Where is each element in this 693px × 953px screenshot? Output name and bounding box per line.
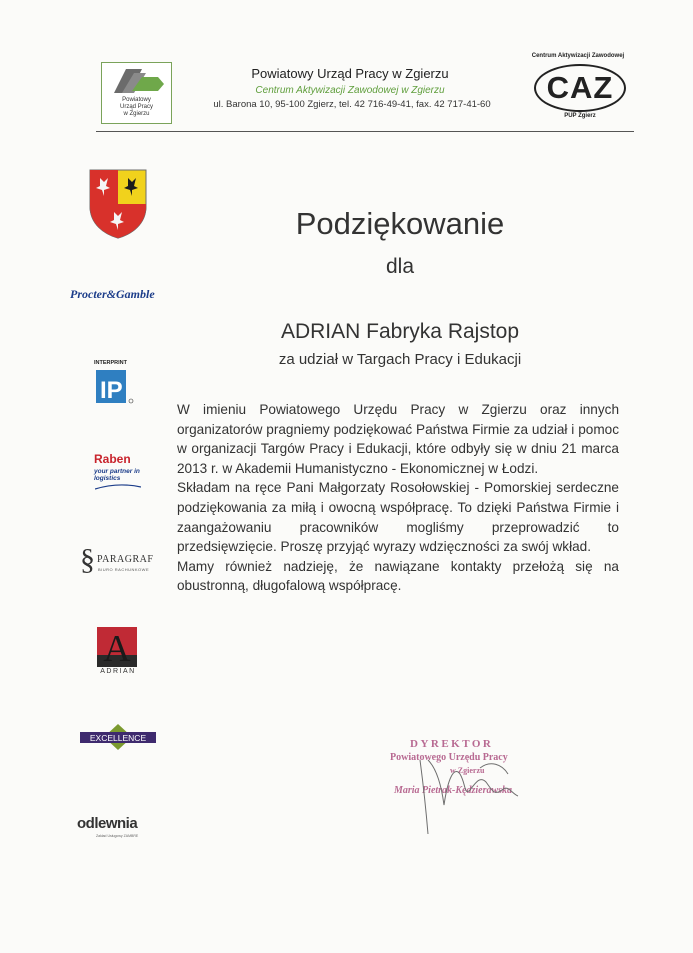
stamp-city: w Zgierzu: [450, 766, 485, 775]
letter-recipient: ADRIAN Fabryka Rajstop: [280, 320, 520, 343]
stamp-name: Maria Pietrak-Kędzierawska: [394, 785, 513, 796]
paragraf-sign-icon: §: [80, 543, 95, 576]
body-paragraph: Składam na ręce Pani Małgorzaty Rosołowskiej - Pomorskiej serdeczne podziękowania za miłą i owocną współpracę. To dzięki Państwa Firmie i zaangażowaniu pracowników mogliśmy przeprowadzić to przedsięwzięcie. Proszę przyjąć wyrazy wdzięczności za swój wkład.: [177, 480, 619, 555]
adrian-logo-mark: A: [103, 628, 131, 667]
raben-logo: Raben: [94, 452, 131, 466]
paragraf-logo: PARAGRAF: [97, 554, 154, 565]
header-divider: [96, 131, 634, 132]
office-name: Powiatowy Urząd Pracy w Zgierzu: [251, 66, 449, 81]
letter-reason: za udział w Targach Pracy i Edukacji: [278, 351, 522, 368]
pup-logo-caption: Powiatowy Urząd Pracy w Zgierzu: [119, 97, 153, 117]
interprint-label: INTERPRINT: [94, 360, 127, 366]
letter-title: Podziękowanie: [295, 206, 505, 241]
caz-logo-mark: CAZ: [546, 70, 614, 105]
caz-top-label: Centrum Aktywizacji Zawodowej: [531, 53, 625, 59]
pup-logo: [101, 62, 172, 124]
excellence-logo-text: EXCELLENCE: [89, 733, 147, 743]
signature-icon: [390, 730, 540, 840]
caz-bottom-label: PUP Zgierz: [564, 113, 596, 119]
coat-of-arms-icon: [88, 168, 148, 240]
paragraf-subtitle: BIURO RACHUNKOWE: [98, 567, 150, 572]
raben-swoosh-icon: [95, 484, 141, 490]
stamp-office: Powiatowego Urzędu Pracy: [390, 752, 508, 763]
odlewnia-logo: odlewnia: [77, 815, 138, 832]
interprint-logo-icon: [94, 361, 138, 405]
procter-gamble-logo: Procter&Gamble: [70, 287, 155, 301]
letter-for: dla: [385, 255, 415, 278]
adrian-logo-icon: [97, 627, 137, 667]
interprint-ip-text: IP: [100, 377, 123, 404]
body-paragraph: W imieniu Powiatowego Urzędu Pracy w Zgierzu oraz innych organizatorów pragniemy podziękować Państwa Firmie za udział i pomoc w organizacji Targów Pracy i Edukacji, które odbyły się w dniu 21 marca 2013 r. w Akademii Humanistyczno - Ekonomicznej w Łodzi.: [177, 402, 619, 476]
stamp-title: DYREKTOR: [410, 738, 494, 750]
letter-body: [177, 400, 619, 596]
excellence-logo-icon: [80, 723, 156, 751]
center-name: Centrum Aktywizacji Zawodowej w Zgierzu: [255, 85, 445, 96]
odlewnia-subtitle: Zakład Usługowy ZAMBRE: [96, 834, 139, 838]
body-paragraph: Mamy również nadzieję, że nawiązane kontakty przełożą się na obustronną, długofalową współpracę.: [177, 558, 619, 594]
arrow-logo-icon: [102, 63, 171, 97]
raben-tagline: your partner in logistics: [94, 468, 140, 482]
adrian-logo-label: ADRIAN: [100, 668, 136, 675]
office-address: ul. Barona 10, 95-100 Zgierz, tel. 42 716-49-41, fax. 42 717-41-60: [213, 99, 491, 110]
